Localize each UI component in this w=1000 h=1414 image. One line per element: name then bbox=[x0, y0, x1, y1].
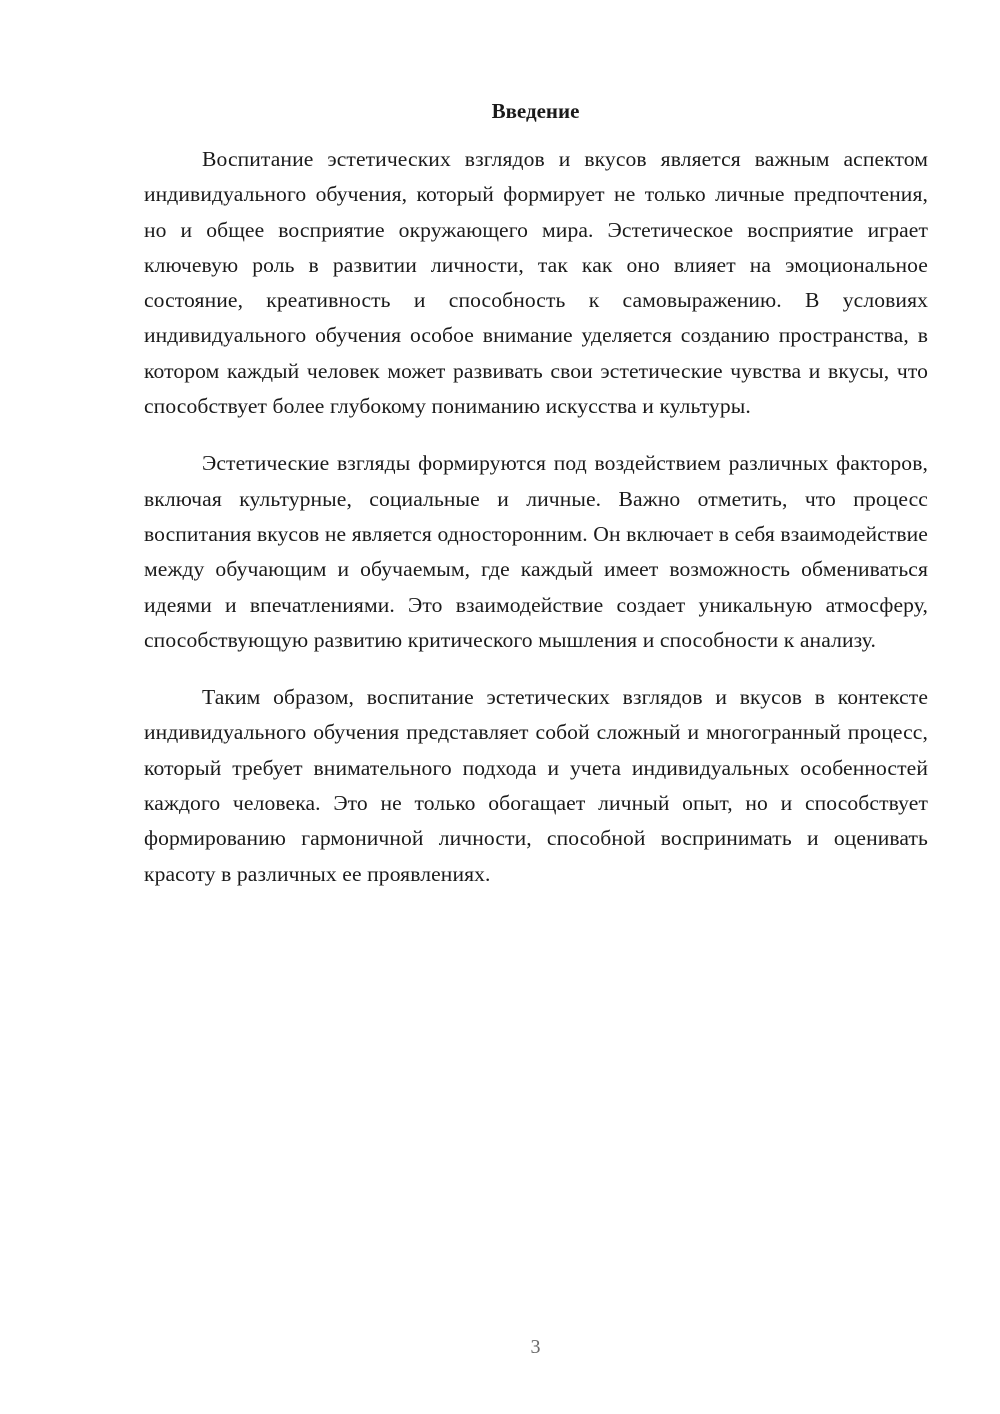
page-title: Введение bbox=[491, 99, 580, 123]
page-number: 3 bbox=[530, 1336, 541, 1358]
paragraph-2: Эстетические взгляды формируются под воздействием различных факторов, включая культурные, социальные и личные. Важно отметить, что процесс воспитания вкусов не является односторонним. Он включает в себя взаимодействие между обучающим и обучаемым, где каждый имеет возможность обмениваться идеями и впечатлениями. Это взаимодействие создает уникальную атмосферу, способствующую развитию критического мышления и способности к анализу. bbox=[144, 451, 928, 652]
paragraph-3: Таким образом, воспитание эстетических взглядов и вкусов в контексте индивидуального обучения представляет собой сложный и многогранный процесс, который требует внимательного подхода и учета индивидуальных особенностей каждого человека. Это не только обогащает личный опыт, но и способствует формированию гармоничной личности, способной воспринимать и оценивать красоту в различных ее проявлениях. bbox=[144, 685, 928, 886]
paragraph-1: Воспитание эстетических взглядов и вкусов является важным аспектом индивидуального обучения, который формирует не только личные предпочтения, но и общее восприятие окружающего мира. Эстетическое восприятие играет ключевую роль в развитии личности, так как оно влияет на эмоциональное состояние, креативность и способность к самовыражению. В условиях индивидуального обучения особое внимание уделяется созданию пространства, в котором каждый человек может развивать свои эстетические чувства и вкусы, что способствует более глубокому пониманию искусства и культуры. bbox=[144, 147, 928, 419]
body-text bbox=[144, 142, 928, 892]
